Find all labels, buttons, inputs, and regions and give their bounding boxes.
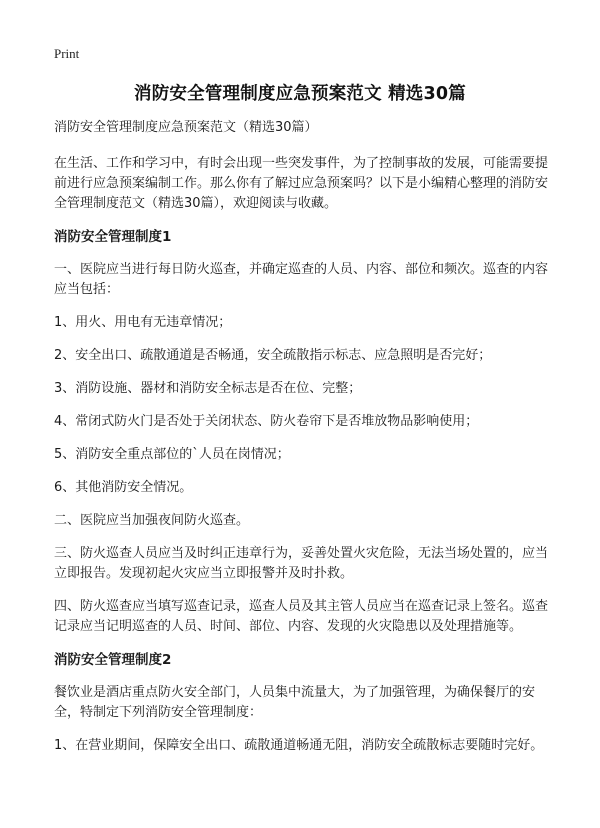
paragraph: 4、常闭式防火门是否处于关闭状态、防火卷帘下是否堆放物品影响使用； xyxy=(54,414,479,429)
print-link[interactable]: Print xyxy=(54,46,80,61)
section-heading: 消防安全管理制度2 xyxy=(54,652,172,668)
document-subtitle: 消防安全管理制度应急预案范文（精选30篇） xyxy=(54,120,318,135)
paragraph: 1、在营业期间，保障安全出口、疏散通道畅通无阻，消防安全疏散标志要随时完好。 xyxy=(54,738,544,753)
paragraph: 一、医院应当进行每日防火巡查，并确定巡查的人员、内容、部位和频次。巡查的内容应当包括： xyxy=(54,262,549,297)
paragraph: 餐饮业是酒店重点防火安全部门，人员集中流量大，为了加强管理，为确保餐厅的安全，特制定下列消防安全管理制度： xyxy=(54,685,536,720)
paragraph: 1、用火、用电有无违章情况； xyxy=(54,315,232,330)
document-body xyxy=(54,118,552,769)
paragraph: 2、安全出口、疏散通道是否畅通，安全疏散指示标志、应急照明是否完好； xyxy=(54,348,492,363)
paragraph: 二、医院应当加强夜间防火巡查。 xyxy=(54,513,250,528)
document-title: 消防安全管理制度应急预案范文 精选30篇 xyxy=(134,84,466,104)
paragraph: 5、消防安全重点部位的`人员在岗情况； xyxy=(54,447,290,462)
paragraph: 6、其他消防安全情况。 xyxy=(54,480,193,495)
paragraph: 三、防火巡查人员应当及时纠正违章行为，妥善处置火灾危险，无法当场处置的，应当立即报告。发现初起火灾应当立即报警并及时扑救。 xyxy=(54,546,549,581)
paragraph: 3、消防设施、器材和消防安全标志是否在位、完整； xyxy=(54,381,362,396)
section-heading: 消防安全管理制度1 xyxy=(54,229,172,245)
intro-paragraph: 在生活、工作和学习中，有时会出现一些突发事件，为了控制事故的发展，可能需要提前进行应急预案编制工作。那么你有了解过应急预案吗？以下是小编精心整理的消防安全管理制度范文（精选30篇），欢迎阅读与收藏。 xyxy=(54,156,549,211)
paragraph: 四、防火巡查应当填写巡查记录，巡查人员及其主管人员应当在巡查记录上签名。巡查记录应当记明巡查的人员、时间、部位、内容、发现的火灾隐患以及处理措施等。 xyxy=(54,599,549,634)
